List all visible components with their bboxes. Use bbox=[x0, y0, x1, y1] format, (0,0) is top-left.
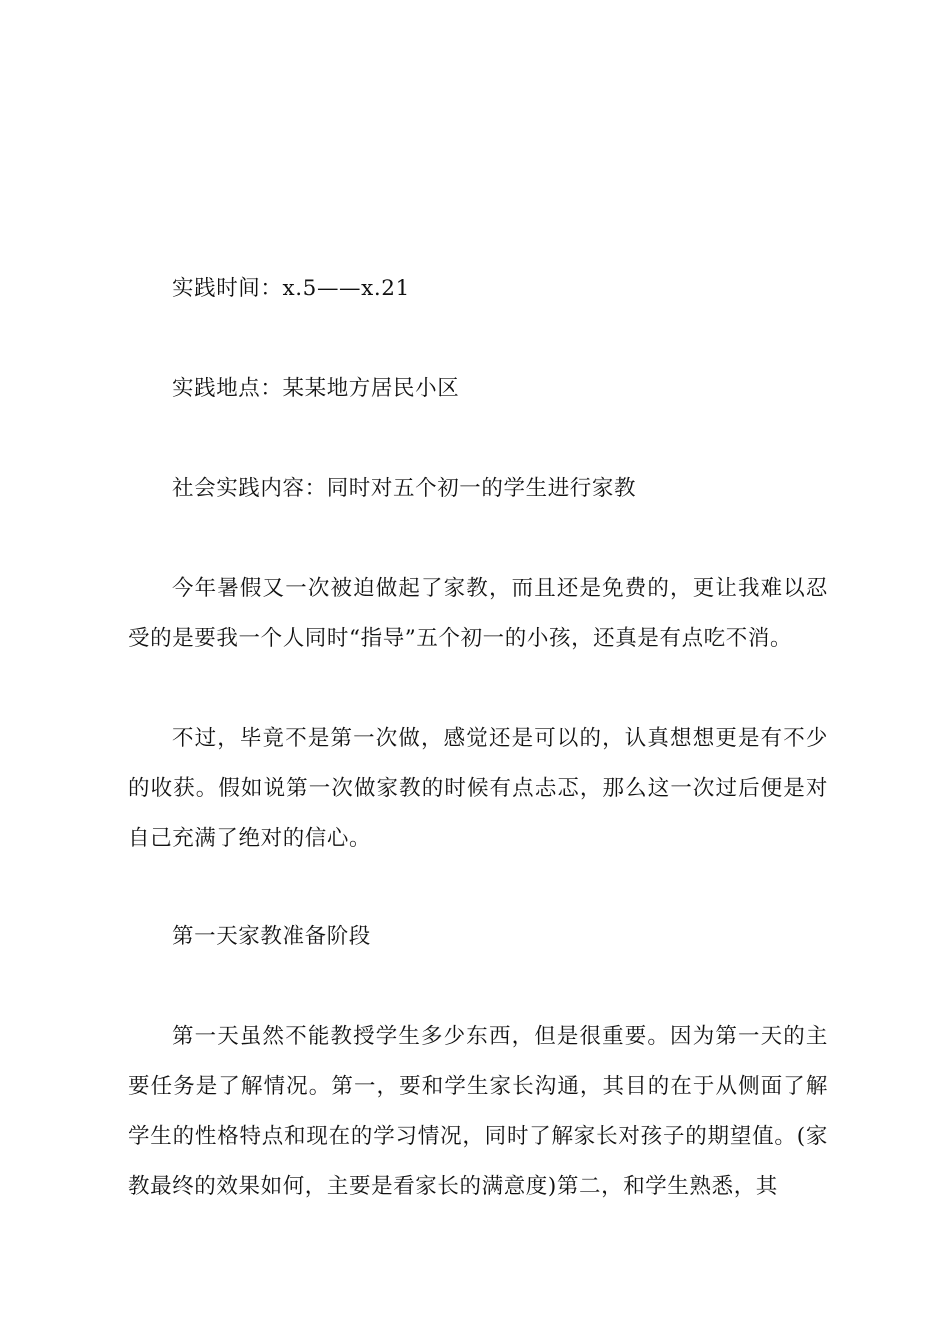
body-paragraph-first-day: 第一天虽然不能教授学生多少东西，但是很重要。因为第一天的主要任务是了解情况。第一，要和学生家长沟通，其目的在于从侧面了解学生的性格特点和现在的学习情况，同时了解家长对孩子的期望值。(家教最终的效果如何，主要是看家长的满意度)第二，和学生熟悉，其 bbox=[128, 1024, 828, 1199]
practice-time-line: 实践时间：x.5——x.21 bbox=[172, 276, 410, 301]
section-heading-first-day: 第一天家教准备阶段 bbox=[172, 924, 371, 949]
practice-content-line: 社会实践内容：同时对五个初一的学生进行家教 bbox=[172, 476, 637, 501]
body-paragraph-intro: 今年暑假又一次被迫做起了家教，而且还是免费的，更让我难以忍受的是要我一个人同时“指导”五个初一的小孩，还真是有点吃不消。 bbox=[128, 576, 828, 651]
practice-location-line: 实践地点：某某地方居民小区 bbox=[172, 376, 460, 401]
body-paragraph-reflection: 不过，毕竟不是第一次做，感觉还是可以的，认真想想更是有不少的收获。假如说第一次做家教的时候有点忐忑，那么这一次过后便是对自己充满了绝对的信心。 bbox=[128, 726, 828, 851]
